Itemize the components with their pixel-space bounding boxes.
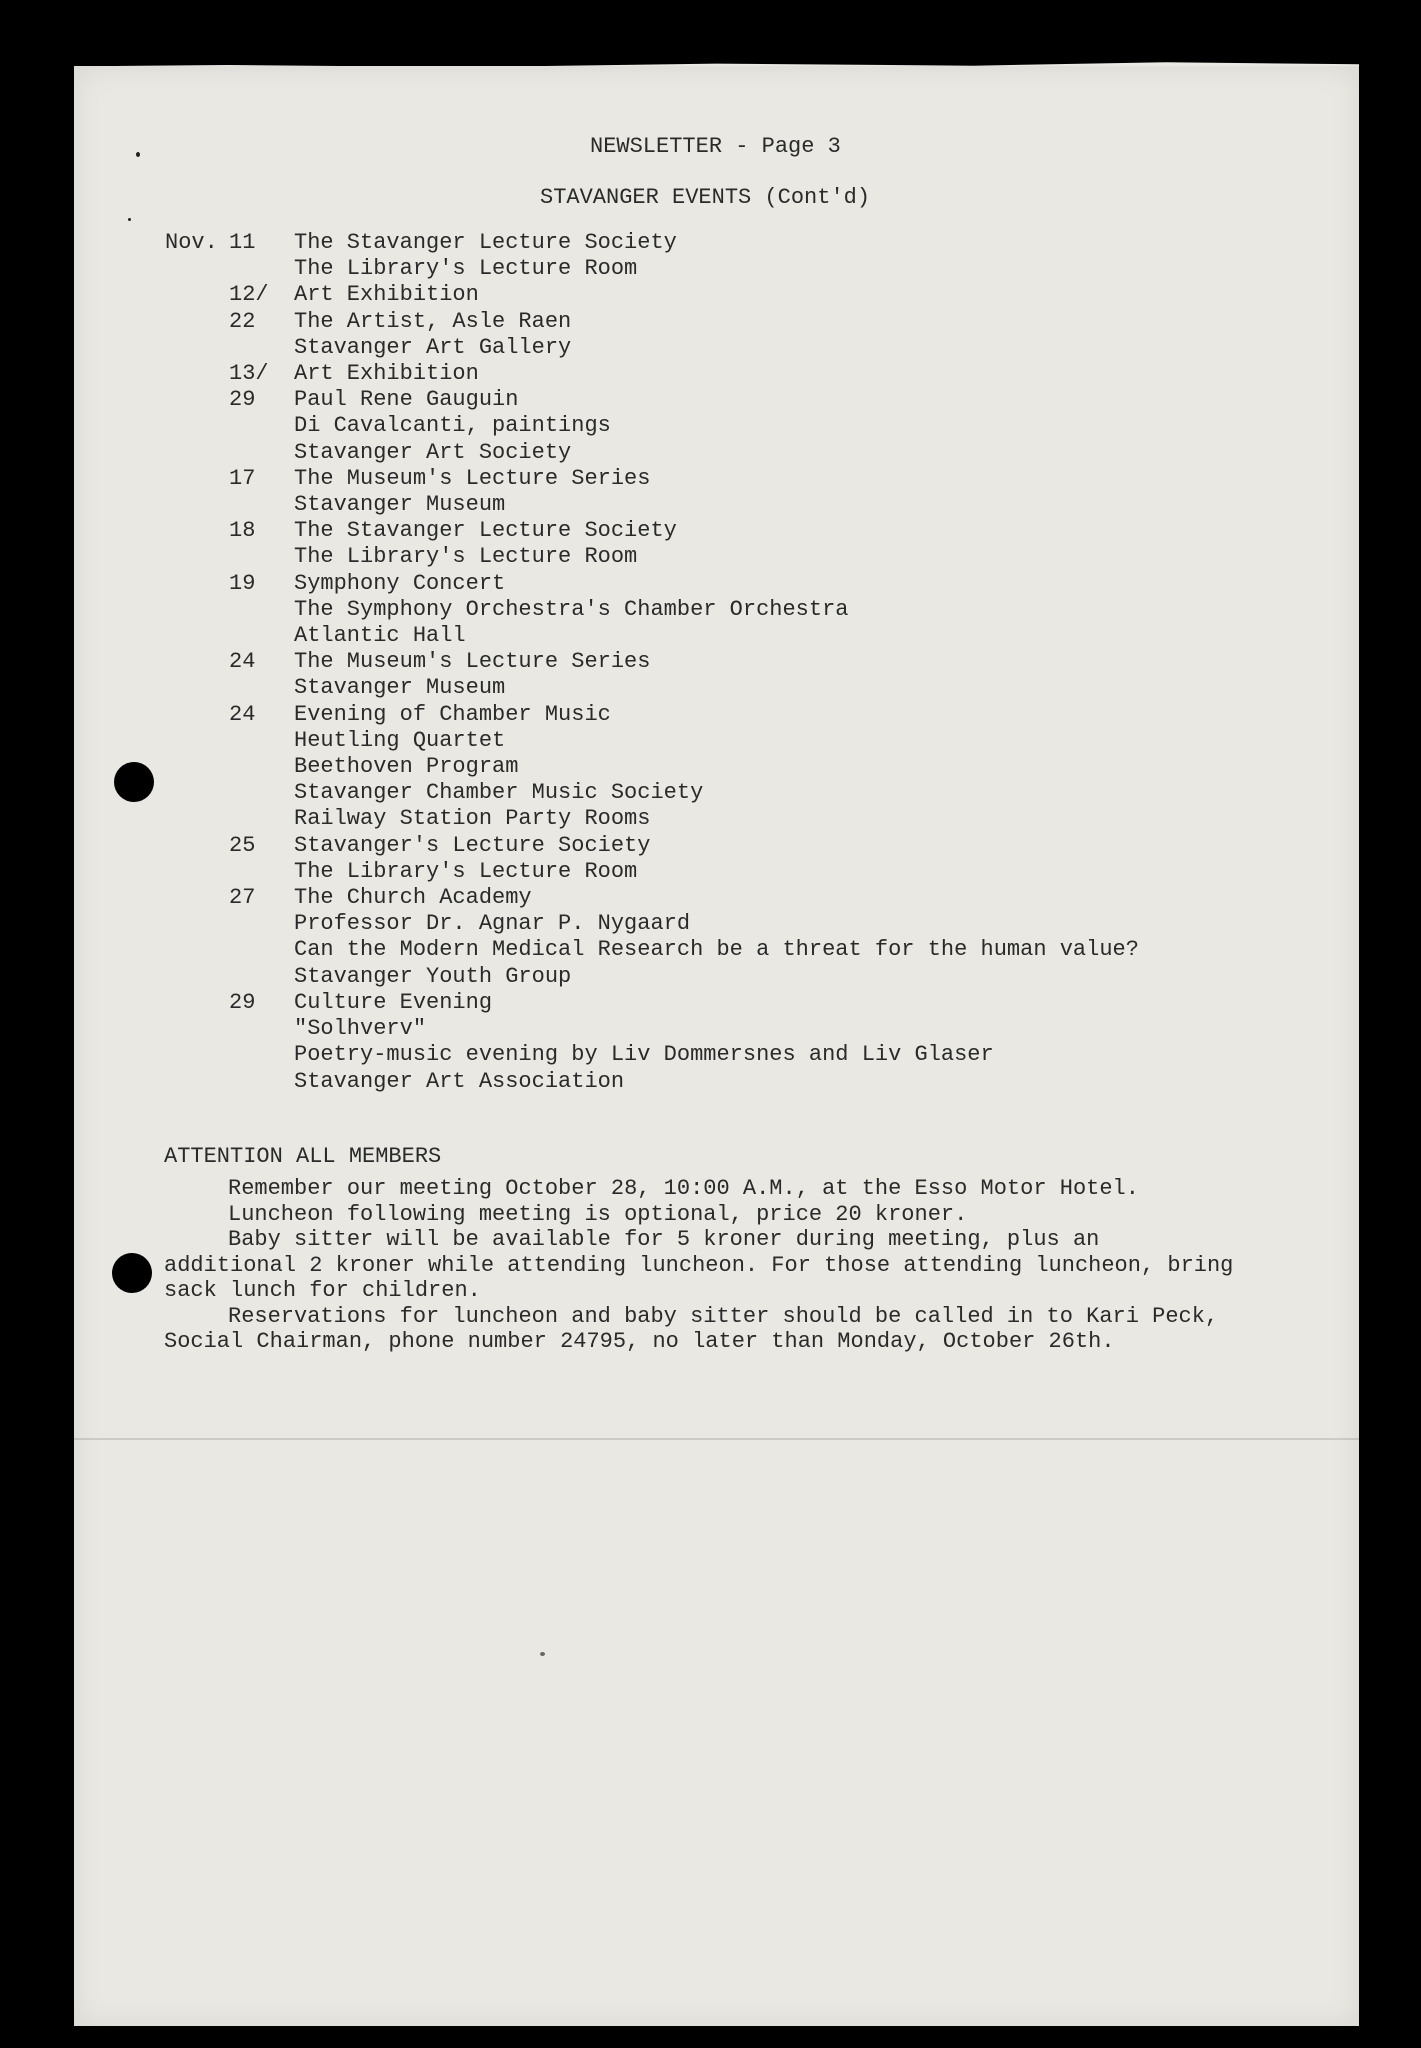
event-day: 25 [229, 832, 256, 858]
event-detail-line: Culture Evening [294, 989, 493, 1015]
event-details [294, 282, 479, 308]
event-entry [165, 833, 1139, 885]
attention-heading: ATTENTION ALL MEMBERS [164, 1144, 442, 1169]
event-details [294, 361, 479, 387]
event-details [294, 309, 571, 361]
event-entry [165, 990, 1139, 1095]
event-detail-line: Evening of Chamber Music [294, 701, 611, 727]
event-detail-line: Beethoven Program [294, 754, 519, 780]
event-details [294, 466, 650, 518]
event-detail-line: Stavanger Museum [294, 492, 506, 518]
event-day: 12/ [229, 282, 269, 308]
event-entry [165, 309, 1139, 361]
attention-section [164, 1144, 1234, 1355]
event-day: 24 [229, 701, 256, 727]
event-details [294, 387, 611, 466]
event-details [294, 230, 677, 282]
event-details [294, 885, 1139, 990]
attention-paragraph: Reservations for luncheon and baby sitter should be called in to Kari Peck, Social Chairman, phone number 24795, no later than Monday, October 26th. [164, 1303, 1219, 1354]
event-entry [165, 387, 1139, 466]
event-detail-line: The Symphony Orchestra's Chamber Orchestra [294, 596, 849, 622]
event-detail-line: The Museum's Lecture Series [294, 465, 651, 491]
event-detail-line: The Church Academy [294, 885, 532, 911]
event-day: 29 [229, 387, 256, 413]
event-entry [165, 466, 1139, 518]
event-day: 27 [229, 885, 256, 911]
page-title: NEWSLETTER - Page 3 [590, 134, 841, 159]
event-entry [165, 361, 1139, 387]
event-detail-line: Railway Station Party Rooms [294, 806, 651, 832]
event-entry [165, 230, 1139, 282]
event-entry [165, 702, 1139, 833]
event-detail-line: Heutling Quartet [294, 727, 506, 753]
event-detail-line: Art Exhibition [294, 282, 479, 308]
event-day: 19 [229, 570, 256, 596]
event-entry [165, 885, 1139, 990]
event-detail-line: Symphony Concert [294, 570, 506, 596]
event-detail-line: The Library's Lecture Room [294, 544, 638, 570]
event-detail-line: Poetry-music evening by Liv Dommersnes and Liv Glaser [294, 1042, 994, 1068]
event-day: 18 [229, 518, 256, 544]
event-entry [165, 282, 1139, 308]
event-detail-line: Stavanger's Lecture Society [294, 832, 651, 858]
event-detail-line: The Stavanger Lecture Society [294, 230, 677, 255]
events-list [165, 230, 1139, 1095]
event-detail-line: Stavanger Art Association [294, 1068, 625, 1094]
event-detail-line: Stavanger Art Gallery [294, 334, 572, 360]
event-entry [165, 649, 1139, 701]
event-detail-line: The Stavanger Lecture Society [294, 518, 677, 544]
event-details [294, 990, 994, 1095]
event-details [294, 649, 650, 701]
section-subtitle: STAVANGER EVENTS (Cont'd) [540, 185, 871, 210]
event-detail-line: Can the Modern Medical Research be a threat for the human value? [294, 937, 1139, 963]
event-entry [165, 518, 1139, 570]
attention-paragraph: Luncheon following meeting is optional, price 20 kroner. [228, 1201, 968, 1227]
event-detail-line: Stavanger Chamber Music Society [294, 780, 704, 806]
event-detail-line: The Library's Lecture Room [294, 256, 638, 282]
event-day: 13/ [229, 361, 269, 387]
event-day: 22 [229, 308, 256, 334]
event-detail-line: Paul Rene Gauguin [294, 387, 519, 413]
event-detail-line: Stavanger Art Society [294, 439, 572, 465]
event-detail-line: Stavanger Museum [294, 675, 506, 701]
event-entry [165, 571, 1139, 650]
event-day: 29 [229, 989, 256, 1015]
event-detail-line: Art Exhibition [294, 361, 479, 387]
attention-paragraph: Remember our meeting October 28, 10:00 A.M., at the Esso Motor Hotel. [228, 1176, 1139, 1201]
event-details [294, 702, 703, 833]
event-day: 24 [229, 649, 256, 675]
event-detail-line: Stavanger Youth Group [294, 963, 572, 989]
event-details [294, 833, 650, 885]
event-detail-line: Atlantic Hall [294, 623, 466, 649]
event-day: 11 [229, 230, 256, 255]
event-month: Nov. [165, 230, 218, 255]
event-day: 17 [229, 465, 256, 491]
event-details [294, 571, 849, 650]
attention-paragraph: Baby sitter will be available for 5 kroner during meeting, plus an additional 2 kroner while attending luncheon. For those attending luncheon, bring sack lunch for children. [164, 1227, 1234, 1303]
event-detail-line: "Solhverv" [294, 1016, 427, 1042]
event-detail-line: The Artist, Asle Raen [294, 308, 572, 334]
event-detail-line: The Library's Lecture Room [294, 858, 638, 884]
event-detail-line: Di Cavalcanti, paintings [294, 413, 611, 439]
event-detail-line: The Museum's Lecture Series [294, 649, 651, 675]
event-detail-line: Professor Dr. Agnar P. Nygaard [294, 911, 691, 937]
event-details [294, 518, 677, 570]
